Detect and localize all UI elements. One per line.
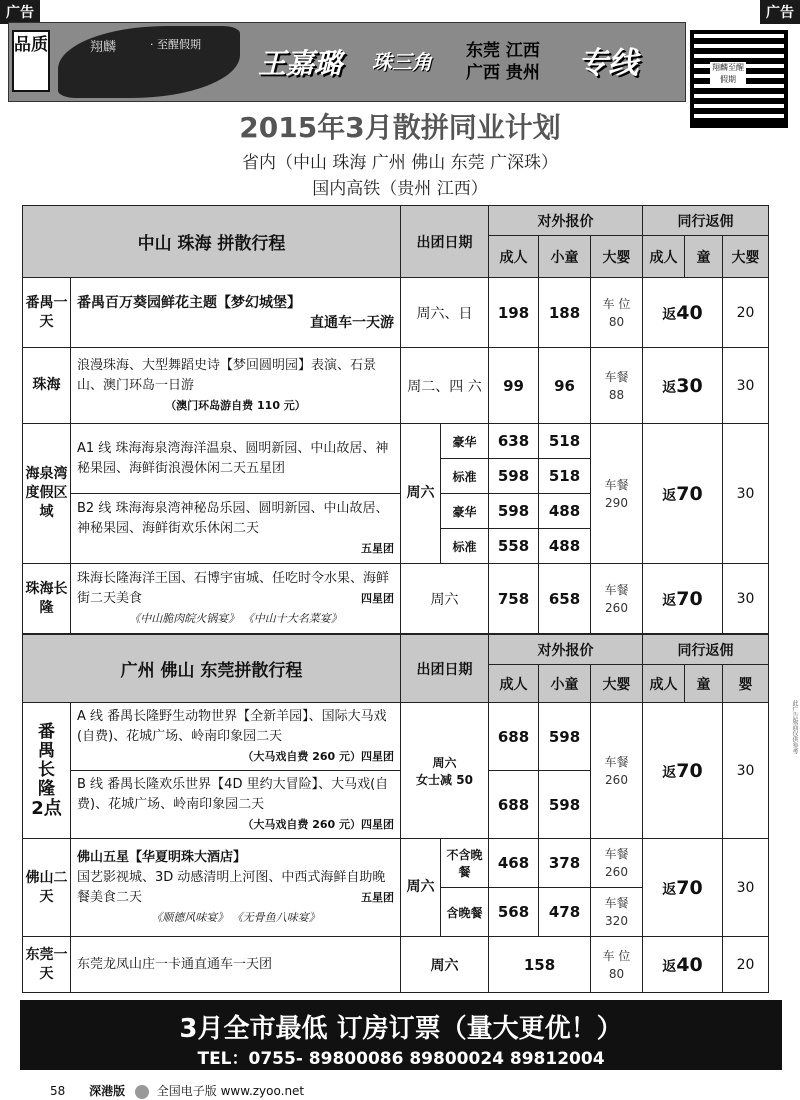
child-header: 小童 — [539, 665, 591, 703]
row-rebate — [643, 564, 723, 634]
row-adult-price: 598 — [489, 494, 539, 529]
row-destination: 海泉湾度假区域 — [23, 424, 71, 564]
desc-hotel: 佛山五星【华夏明珠大酒店】 — [77, 849, 247, 865]
dest-name: 番禺长隆 — [38, 722, 55, 799]
row-description — [71, 564, 401, 634]
section-1-heading: 中山 珠海 拼散行程 — [23, 206, 401, 278]
row-description — [71, 348, 401, 424]
table-row — [23, 937, 769, 993]
regions-bottom: 广西 贵州 — [466, 63, 540, 83]
infant-value: 290 — [605, 495, 628, 510]
desc-b-text: B 线 番禺长隆欢乐世界【4D 里约大冒险】、大马戏(自费)、花城广场、岭南印象园二天 — [77, 776, 389, 812]
desc-b-note: （大马戏自费 260 元）四星团 — [242, 817, 394, 831]
option-label: 不含晚餐 — [441, 839, 489, 888]
row-adult-price: 598 — [489, 459, 539, 494]
section-2-heading: 广州 佛山 东莞拼散行程 — [23, 635, 401, 703]
infant-label: 车餐 — [604, 847, 629, 861]
infant-label: 车餐 — [604, 369, 629, 384]
row-rebate — [643, 278, 723, 348]
rebate-header: 同行返佣 — [643, 206, 769, 236]
rebate-child-header: 童 — [685, 665, 723, 703]
line-label: 专线 — [578, 46, 638, 81]
row-adult-price: 638 — [489, 424, 539, 459]
row-departure: 周二、四 六 — [401, 348, 489, 424]
desc-b2-note: 五星团 — [361, 541, 394, 555]
rebate-infant-header: 婴 — [723, 665, 769, 703]
tier-label: 豪华 — [441, 424, 489, 459]
row-desc-line2: 直通车一天游 — [310, 314, 394, 331]
row-destination: 珠海长隆 — [23, 564, 71, 634]
row-description-a — [71, 703, 401, 771]
table-row — [23, 348, 769, 424]
dep-header: 出团日期 — [401, 206, 489, 278]
row-child-price: 96 — [539, 348, 591, 424]
rebate-prefix: 返 — [662, 958, 677, 975]
row-child-price: 378 — [539, 839, 591, 888]
desc-b2-text: B2 线 珠海海泉湾神秘岛乐园、圆明新园、中山故居、神秘果园、海鲜街欢乐休闲二天 — [77, 500, 389, 536]
row-child-price: 518 — [539, 459, 591, 494]
row-infant-price — [591, 278, 643, 348]
infant-label: 车餐 — [604, 477, 629, 492]
infant-label: 车 位 — [602, 948, 631, 963]
rebate-prefix: 返 — [662, 306, 677, 323]
row-description-b2 — [71, 494, 401, 564]
rebate-prefix: 返 — [662, 592, 677, 609]
brand-name: 王嘉璐 — [258, 47, 343, 80]
row-description: 东莞龙凤山庄一卡通直通车一天团 — [71, 937, 401, 993]
tier-label: 标准 — [441, 459, 489, 494]
rebate-value: 70 — [676, 876, 703, 899]
row-child-price: 488 — [539, 529, 591, 564]
infant-header: 大婴 — [591, 236, 643, 278]
row-infant-price — [591, 564, 643, 634]
dep-header: 出团日期 — [401, 635, 489, 703]
row-rebate-infant: 30 — [723, 839, 769, 937]
subtitle-province: 省内（中山 珠海 广州 佛山 东莞 广深珠） — [241, 153, 559, 173]
infant-label: 车餐 — [604, 896, 629, 910]
row-rebate-infant: 20 — [723, 278, 769, 348]
row-child-price: 488 — [539, 494, 591, 529]
rebate-prefix: 返 — [662, 487, 677, 504]
infant-value: 260 — [605, 600, 628, 615]
rebate-adult-header: 成人 — [643, 665, 685, 703]
rebate-prefix: 返 — [662, 379, 677, 396]
rebate-infant-header: 大婴 — [723, 236, 769, 278]
infant-value: 80 — [608, 314, 625, 329]
edition-label: 深港版 — [89, 1084, 126, 1098]
row-description-b — [71, 771, 401, 839]
public-price-header: 对外报价 — [489, 635, 643, 665]
row-departure — [401, 703, 489, 839]
row-desc-line1: 浪漫珠海、大型舞蹈史诗【梦回圆明园】表演、石景山、澳门环岛一日游 — [77, 357, 377, 393]
infant-header: 大婴 — [591, 665, 643, 703]
row-infant-price — [591, 348, 643, 424]
table-row — [23, 424, 769, 459]
rebate-prefix: 返 — [662, 881, 677, 898]
desc-a-note: （大马戏自费 260 元）四星团 — [242, 749, 394, 763]
quality-badge: 品质 — [12, 30, 50, 92]
infant-value: 260 — [605, 772, 628, 787]
table-row — [23, 839, 769, 888]
table-row — [23, 564, 769, 634]
row-rebate-infant: 30 — [723, 424, 769, 564]
desc-note: 五星团 — [361, 890, 394, 904]
row-child-price: 518 — [539, 424, 591, 459]
row-adult-price: 568 — [489, 888, 539, 937]
row-rebate-infant: 30 — [723, 703, 769, 839]
row-departure: 周六、日 — [401, 278, 489, 348]
schedule-table-2 — [22, 634, 769, 993]
row-child-price: 658 — [539, 564, 591, 634]
row-destination: 番禺一天 — [23, 278, 71, 348]
row-adult-price: 688 — [489, 703, 539, 771]
row-desc-note: （澳门环岛游自费 110 元） — [165, 398, 306, 412]
page-title: 2015年3月散拼同业计划 — [239, 111, 561, 144]
page-footer — [0, 1082, 800, 1099]
rebate-value: 40 — [676, 301, 703, 324]
row-child-price: 188 — [539, 278, 591, 348]
qr-caption: 翔麟至醒假期 — [712, 63, 744, 84]
row-desc-foods: 《中山脆肉皖火锅宴》 《中山十大名菜宴》 — [129, 611, 342, 625]
tier-label: 标准 — [441, 529, 489, 564]
page-number: 58 — [50, 1084, 66, 1098]
dep-text: 周六 — [432, 755, 457, 770]
regions-top: 东莞 江西 — [466, 41, 540, 61]
desc-a-text: A 线 番禺长隆野生动物世界【全新羊园】、国际大马戏(自费)、花城广场、岭南印象园二天 — [77, 708, 387, 744]
row-description-a1: A1 线 珠海海泉湾海洋温泉、圆明新园、中山故居、神秘果园、海鲜街浪漫休闲二天五星团 — [71, 424, 401, 494]
dep-discount: 女士减 50 — [416, 772, 473, 787]
rebate-value: 70 — [676, 482, 703, 505]
row-description — [71, 839, 401, 937]
rebate-header: 同行返佣 — [643, 635, 769, 665]
row-rebate — [643, 348, 723, 424]
side-note: 此广告版面仅供参考 — [791, 700, 798, 754]
footer-slogan: 3月全市最低 订房订票（量大更优！） — [179, 1014, 623, 1044]
row-rebate-infant: 30 — [723, 564, 769, 634]
row-rebate-infant: 20 — [723, 937, 769, 993]
row-destination: 佛山二天 — [23, 839, 71, 937]
infant-label: 车 位 — [602, 296, 631, 311]
row-adult-price: 99 — [489, 348, 539, 424]
row-price: 158 — [489, 937, 591, 993]
table-row — [23, 703, 769, 771]
infant-value: 80 — [608, 966, 625, 981]
row-adult-price: 758 — [489, 564, 539, 634]
row-departure: 周六 — [401, 839, 441, 937]
ad-label-left: 广告 — [0, 0, 40, 24]
row-desc-line1: 珠海长隆海洋王国、石博宇宙城、任吃时令水果、海鲜街二天美食 — [77, 570, 390, 606]
rebate-value: 70 — [676, 759, 703, 782]
website-link[interactable]: 全国电子版 www.zyoo.net — [156, 1084, 305, 1098]
row-child-price: 598 — [539, 703, 591, 771]
row-infant-price — [591, 888, 643, 937]
row-rebate — [643, 937, 723, 993]
row-adult-price: 558 — [489, 529, 539, 564]
row-description — [71, 278, 401, 348]
infant-label: 车餐 — [604, 754, 629, 769]
tier-label: 豪华 — [441, 494, 489, 529]
infant-label: 车餐 — [604, 582, 629, 597]
row-departure: 周六 — [401, 424, 441, 564]
desc-foods: 《顺德风味宴》 《无骨鱼八味宴》 — [151, 910, 320, 924]
option-label: 含晚餐 — [441, 888, 489, 937]
footer-phone: TEL：0755- 89800086 89800024 89812004 — [197, 1049, 605, 1069]
rebate-child-header: 童 — [685, 236, 723, 278]
row-rebate-infant: 30 — [723, 348, 769, 424]
rebate-prefix: 返 — [662, 764, 677, 781]
row-adult-price: 198 — [489, 278, 539, 348]
rebate-adult-header: 成人 — [643, 236, 685, 278]
ad-label-right: 广告 — [760, 0, 800, 24]
row-child-price: 598 — [539, 771, 591, 839]
subtitle-national: 国内高铁（贵州 江西） — [312, 179, 488, 199]
edition-icon — [135, 1085, 149, 1099]
logo-text: 翔麟 — [90, 40, 117, 55]
row-rebate — [643, 424, 723, 564]
row-infant-price — [591, 424, 643, 564]
row-desc-note: 四星团 — [361, 591, 394, 605]
row-infant-price — [591, 937, 643, 993]
schedule-table-1 — [22, 205, 769, 634]
row-infant-price — [591, 839, 643, 888]
adult-header: 成人 — [489, 236, 539, 278]
rebate-value: 70 — [676, 587, 703, 610]
adult-header: 成人 — [489, 665, 539, 703]
row-adult-price: 468 — [489, 839, 539, 888]
row-child-price: 478 — [539, 888, 591, 937]
infant-value: 88 — [608, 387, 625, 402]
child-header: 小童 — [539, 236, 591, 278]
dest-extra: 2点 — [31, 798, 62, 819]
product-name: 珠三角 — [372, 50, 432, 74]
rebate-value: 30 — [676, 374, 703, 397]
row-destination: 珠海 — [23, 348, 71, 424]
infant-value: 260 — [605, 865, 628, 879]
row-rebate — [643, 703, 723, 839]
desc-line2: 国艺影视城、3D 动感清明上河图、中西式海鲜自助晚餐美食二天 — [77, 869, 386, 905]
logo-subtitle: · 至醒假期 — [150, 38, 201, 51]
table-row — [23, 278, 769, 348]
row-departure: 周六 — [401, 937, 489, 993]
row-destination — [23, 703, 71, 839]
rebate-value: 40 — [676, 953, 703, 976]
infant-value: 320 — [605, 914, 628, 928]
row-departure: 周六 — [401, 564, 489, 634]
row-destination: 东莞一天 — [23, 937, 71, 993]
row-rebate — [643, 839, 723, 937]
row-infant-price — [591, 703, 643, 839]
public-price-header: 对外报价 — [489, 206, 643, 236]
row-desc-line1: 番禺百万葵园鲜花主题【梦幻城堡】 — [77, 294, 301, 311]
row-adult-price: 688 — [489, 771, 539, 839]
